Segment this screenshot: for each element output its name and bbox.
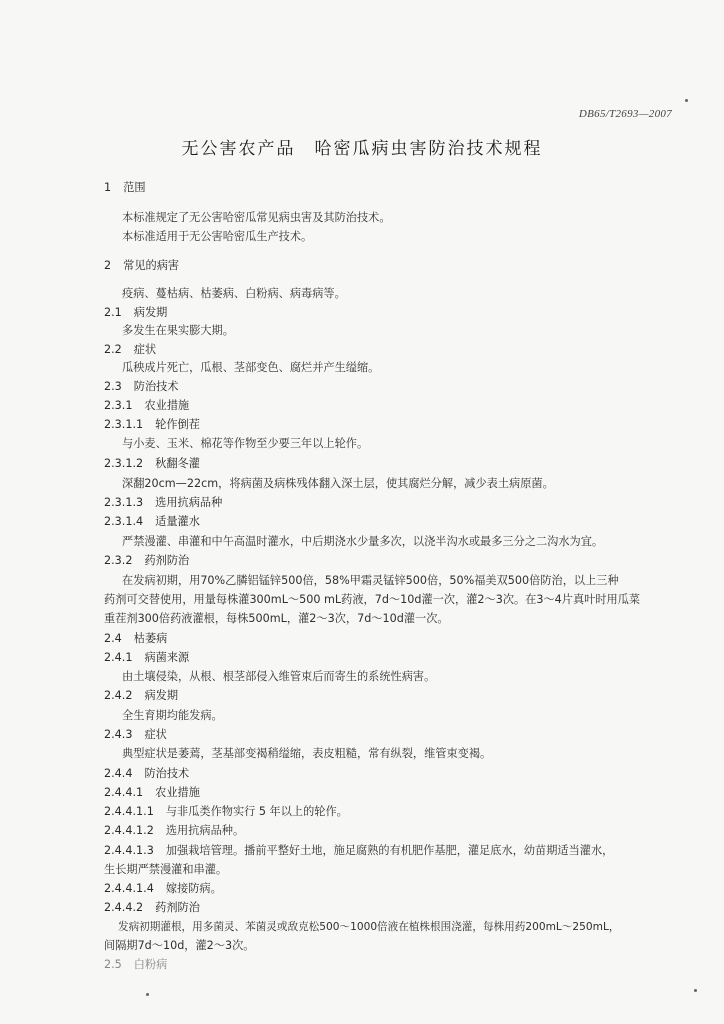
section-heading: [104, 554, 189, 568]
paragraph-line: 与小麦、玉米、棉花等作物至少要三年以上轮作。: [122, 437, 369, 450]
section-title: 选用抗病品种: [155, 496, 223, 509]
section-number: 2.4.4.1: [104, 786, 144, 799]
section-heading: [104, 767, 189, 781]
scan-speck: [694, 989, 697, 992]
scan-speck: [146, 993, 149, 996]
section-number: 2.3: [104, 380, 122, 393]
section-heading: [104, 844, 613, 858]
section-heading: [104, 306, 167, 320]
section-number: 2: [104, 259, 112, 272]
section-heading: [104, 689, 178, 703]
section-number: 2.3.1.1: [104, 418, 144, 431]
section-title: 防治技术: [133, 380, 179, 393]
section-heading: [104, 805, 348, 819]
paragraph-line: 疫病、蔓枯病、枯萎病、白粉病、病毒病等。: [122, 287, 346, 300]
section-title: 范围: [123, 181, 146, 194]
paragraph-line: 在发病初期，用70%乙膦铝锰锌500倍，58%甲霜灵锰锌500倍，50%福美双500倍防治，以上三种: [122, 574, 619, 587]
section-heading: [104, 399, 189, 413]
section-title: 常见的病害: [123, 259, 180, 272]
section-heading: [104, 901, 200, 915]
section-heading: [104, 181, 146, 195]
section-heading: [104, 343, 156, 357]
section-title: 症状: [144, 728, 167, 741]
section-number: 1: [104, 181, 112, 194]
section-number: 2.4.4: [104, 767, 133, 780]
section-title: 枯萎病: [133, 632, 168, 645]
paragraph-line: 瓜秧成片死亡，瓜根、茎部变色、腐烂并产生缢缩。: [122, 361, 380, 374]
section-heading: [104, 958, 167, 972]
section-number: 2.3.1.4: [104, 515, 144, 528]
paragraph-line: 生长期严禁漫灌和串灌。: [104, 863, 228, 876]
section-heading: [104, 259, 179, 273]
section-heading: [104, 728, 167, 742]
paragraph-line: 药剂可交替使用，用量每株灌300mL～500 mL药液，7d～10d灌一次，灌2～3次。在3～4片真叶时用瓜菜: [104, 593, 641, 606]
section-title: 防治技术: [144, 767, 190, 780]
section-heading: [104, 651, 189, 665]
paragraph-line: 发病初期灌根，用多菌灵、苯菌灵或敌克松500～1000倍液在植株根围浇灌，每株用药200mL～250mL，: [118, 921, 620, 933]
section-number: 2.1: [104, 306, 122, 319]
section-heading: [104, 418, 200, 432]
section-heading: [104, 457, 200, 471]
paragraph-line: 多发生在果实膨大期。: [122, 324, 234, 337]
section-title: 症状: [133, 343, 157, 356]
section-title: 药剂防治: [144, 554, 190, 567]
section-title: 适量灌水: [155, 515, 200, 528]
section-heading: [104, 380, 179, 394]
section-number: 2.3.1.2: [104, 457, 144, 470]
section-number: 2.2: [104, 343, 122, 356]
section-heading: [104, 786, 200, 800]
section-number: 2.4: [104, 632, 122, 645]
paragraph-line: 本标准适用于无公害哈密瓜生产技术。: [122, 230, 313, 243]
section-number: 2.4.3: [104, 728, 133, 741]
scan-speck: [685, 99, 688, 102]
section-title: 轮作倒茬: [155, 418, 200, 431]
section-number: 2.4.2: [104, 689, 133, 702]
section-title: 白粉病: [133, 958, 168, 971]
section-heading: [104, 824, 244, 838]
section-number: 2.4.4.1.2: [104, 824, 154, 837]
section-number: 2.3.1: [104, 399, 133, 412]
paragraph-line: 本标准规定了无公害哈密瓜常见病虫害及其防治技术。: [122, 211, 391, 224]
paragraph-line: 深翻20cm—22cm，将病菌及病株残体翻入深土层，使其腐烂分解，减少表土病原菌。: [122, 477, 554, 490]
paragraph-line: 全生育期均能发病。: [122, 709, 223, 722]
section-heading: [104, 496, 222, 510]
section-number: 2.4.4.1.3: [104, 844, 154, 857]
section-number: 2.3.2: [104, 554, 133, 567]
section-heading: [104, 632, 167, 646]
section-number: 2.4.1: [104, 651, 133, 664]
section-number: 2.4.4.1.4: [104, 882, 154, 895]
paragraph-line: 间隔期7d～10d，灌2～3次。: [104, 939, 255, 952]
section-number: 2.4.4.1.1: [104, 805, 154, 818]
page-title: 无公害农产品 哈密瓜病虫害防治技术规程: [181, 139, 543, 159]
section-title: 秋翻冬灌: [155, 457, 200, 470]
section-title: 与非瓜类作物实行 5 年以上的轮作。: [165, 805, 348, 818]
section-number: 2.3.1.3: [104, 496, 144, 509]
section-title: 药剂防治: [155, 901, 200, 914]
section-title: 病发期: [144, 689, 179, 702]
section-title: 加强栽培管理。播前平整好土地，施足腐熟的有机肥作基肥，灌足底水，幼苗期适当灌水，: [165, 844, 614, 857]
section-number: 2.5: [104, 958, 122, 971]
section-title: 病发期: [133, 306, 168, 319]
paragraph-line: 严禁漫灌、串灌和中午高温时灌水，中后期浇水少量多次，以浇半沟水或最多三分之二沟水为宜。: [122, 535, 604, 548]
section-title: 选用抗病品种。: [165, 824, 245, 837]
section-heading: [104, 515, 200, 529]
section-title: 嫁接防病。: [165, 882, 222, 895]
paragraph-line: 典型症状是萎蔫，茎基部变褐稍缢缩，表皮粗糙，常有纵裂，维管束变褐。: [122, 747, 492, 760]
section-title: 病菌来源: [144, 651, 190, 664]
section-heading: [104, 882, 222, 896]
document-id: DB65/T2693—2007: [578, 108, 672, 120]
section-number: 2.4.4.2: [104, 901, 144, 914]
section-title: 农业措施: [144, 399, 190, 412]
paragraph-line: 由土壤侵染，从根、根茎部侵入维管束后而寄生的系统性病害。: [122, 670, 436, 683]
paragraph-line: 重茬剂300倍药液灌根，每株500mL，灌2～3次，7d～10d灌一次。: [104, 612, 449, 625]
section-title: 农业措施: [155, 786, 200, 799]
